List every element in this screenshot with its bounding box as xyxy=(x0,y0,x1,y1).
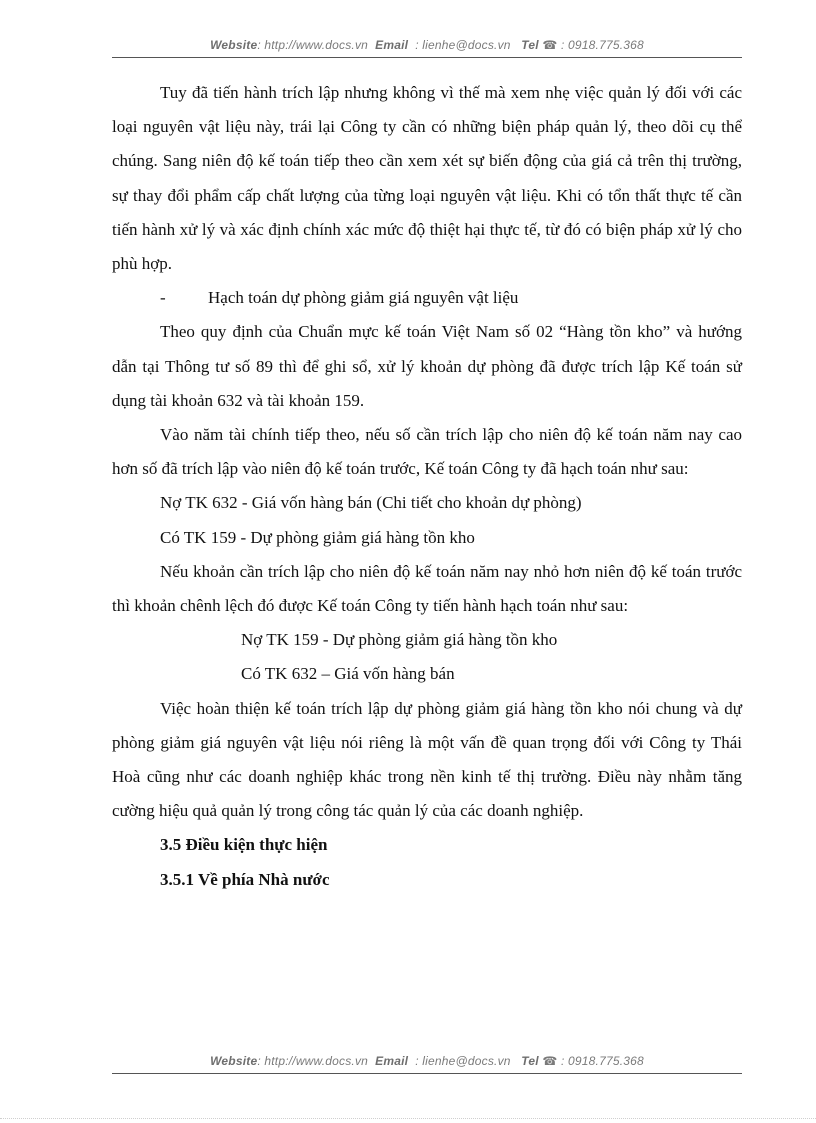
footer-tel-value: ☎ : 0918.775.368 xyxy=(542,1054,644,1068)
email-value: : lienhe@docs.vn xyxy=(415,38,511,52)
journal-entry-credit-632: Có TK 632 – Giá vốn hàng bán xyxy=(241,664,455,684)
bullet-text: Hạch toán dự phòng giảm giá nguyên vật liệu xyxy=(208,288,519,308)
paragraph-4: Nếu khoản cần trích lập cho niên độ kế toán năm nay nhỏ hơn niên độ kế toán trước thì khoản chênh lệch đó được Kế toán Công ty tiến hành hạch toán như sau: xyxy=(112,561,742,616)
email-label: Email xyxy=(375,38,409,52)
footer-email-value: : lienhe@docs.vn xyxy=(415,1054,511,1068)
website-value: : http://www.docs.vn xyxy=(257,38,369,52)
footer-tel-label: Tel xyxy=(521,1054,539,1068)
journal-entry-debit-159: Nợ TK 159 - Dự phòng giảm giá hàng tồn kho xyxy=(241,630,558,650)
tel-label: Tel xyxy=(521,38,539,52)
section-heading-3-5-1: 3.5.1 Về phía Nhà nước xyxy=(160,869,330,889)
paragraph-1: Tuy đã tiến hành trích lập nhưng không vì thế mà xem nhẹ việc quản lý đối với các loại nguyên vật liệu này, trái lại Công ty cần có những biện pháp quản lý, theo dõi cụ thể chúng. Sang niên độ kế toán tiếp theo cần xem xét sự biến động của giá cả trên thị trường, sự thay đổi phẩm cấp chất lượng của từng loại nguyên vật liệu. Khi có tổn thất thực tế cần tiến hành xử lý và xác định chính xác mức độ thiệt hại thực tế, từ đó có biện pháp xử lý cho phù hợp. xyxy=(112,83,742,274)
bullet-dash: - xyxy=(160,288,166,308)
paragraph-5: Việc hoàn thiện kế toán trích lập dự phòng giảm giá hàng tồn kho nói chung và dự phòng giảm giá nguyên vật liệu nói riêng là một vấn đề quan trọng đối với Công ty Thái Hoà cũng như các doanh nghiệp khác trong nền kinh tế thị trường. Điều này nhằm tăng cường hiệu quả quản lý trong công tác quản lý của các doanh nghiệp. xyxy=(112,698,742,821)
website-label: Website xyxy=(210,38,258,52)
page-bottom-dotted-edge xyxy=(0,1118,816,1119)
document-body xyxy=(112,76,742,897)
footer-email-label: Email xyxy=(375,1054,409,1068)
section-heading-3-5: 3.5 Điều kiện thực hiện xyxy=(160,835,328,855)
footer-divider xyxy=(112,1073,742,1074)
page-header xyxy=(112,38,742,52)
footer-website-value: : http://www.docs.vn xyxy=(257,1054,369,1068)
header-divider xyxy=(112,57,742,58)
page-footer xyxy=(112,1054,742,1068)
journal-entry-credit-159: Có TK 159 - Dự phòng giảm giá hàng tồn kho xyxy=(160,527,475,547)
journal-entry-debit-632: Nợ TK 632 - Giá vốn hàng bán (Chi tiết cho khoản dự phòng) xyxy=(160,493,582,513)
tel-value: ☎ : 0918.775.368 xyxy=(542,38,644,52)
paragraph-3: Vào năm tài chính tiếp theo, nếu số cần trích lập cho niên độ kế toán năm nay cao hơn số đã trích lập vào niên độ kế toán trước, Kế toán Công ty đã hạch toán như sau: xyxy=(112,425,742,479)
footer-website-label: Website xyxy=(210,1054,258,1068)
bullet-item xyxy=(112,281,742,315)
paragraph-2: Theo quy định của Chuẩn mực kế toán Việt Nam số 02 “Hàng tồn kho” và hướng dẫn tại Thông tư số 89 thì để ghi sổ, xử lý khoản dự phòng đã được trích lập Kế toán sử dụng tài khoản 632 và tài khoản 159. xyxy=(112,322,742,410)
